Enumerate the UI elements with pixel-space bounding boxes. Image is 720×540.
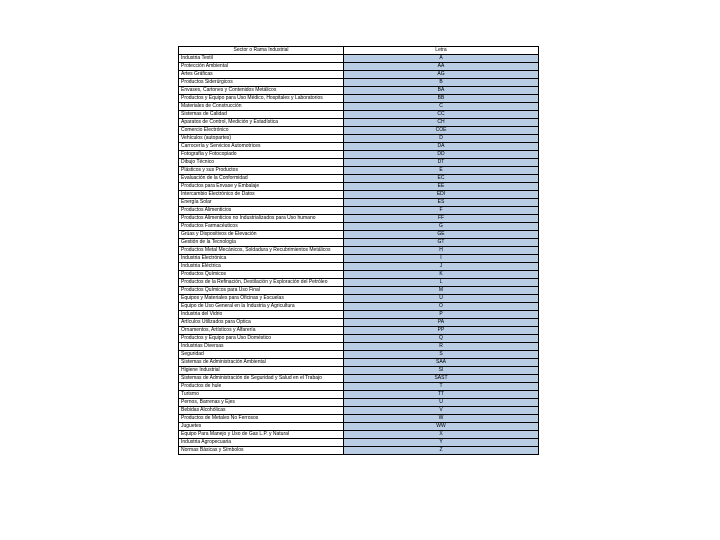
letter-cell: PA xyxy=(344,319,539,327)
table-row xyxy=(179,279,539,287)
table-row xyxy=(179,263,539,271)
table-row xyxy=(179,295,539,303)
header-sector: Sector o Rama Industrial xyxy=(179,47,344,55)
letter-cell: SAA xyxy=(344,359,539,367)
table-row xyxy=(179,79,539,87)
letter-cell: COE xyxy=(344,127,539,135)
table-row xyxy=(179,87,539,95)
table-row xyxy=(179,375,539,383)
table-row xyxy=(179,439,539,447)
table-row xyxy=(179,103,539,111)
table-row xyxy=(179,71,539,79)
letter-cell: U xyxy=(344,399,539,407)
sector-cell: Ornamentos, Artísticos y Alfarería xyxy=(179,327,344,335)
table-row xyxy=(179,247,539,255)
table-row xyxy=(179,303,539,311)
sector-cell: Productos Metal Mecánicos, Soldadura y Recubrimientos Metálicos xyxy=(179,247,344,255)
letter-cell: GT xyxy=(344,239,539,247)
sector-cell: Plásticos y sus Productos xyxy=(179,167,344,175)
table-row xyxy=(179,399,539,407)
sector-cell: Productos de hule xyxy=(179,383,344,391)
sector-cell: Productos de la Refinación, Destilación y Exploración del Petróleo xyxy=(179,279,344,287)
sector-cell: Normas Básicas y Símbolos xyxy=(179,447,344,455)
letter-cell: Y xyxy=(344,439,539,447)
sector-cell: Productos y Equipo para Uso Médico, Hospitales y Laboratorios xyxy=(179,95,344,103)
letter-cell: E xyxy=(344,167,539,175)
table-row xyxy=(179,367,539,375)
sector-cell: Fotografía y Fotocopiado xyxy=(179,151,344,159)
table-row xyxy=(179,127,539,135)
sector-cell: Sistemas de Administración Ambiental xyxy=(179,359,344,367)
letter-cell: CH xyxy=(344,119,539,127)
letter-cell: R xyxy=(344,343,539,351)
table-row xyxy=(179,383,539,391)
sector-cell: Sistemas de Calidad xyxy=(179,111,344,119)
sector-cell: Juguetes xyxy=(179,423,344,431)
letter-cell: L xyxy=(344,279,539,287)
table-row xyxy=(179,199,539,207)
table-row xyxy=(179,223,539,231)
table-row xyxy=(179,215,539,223)
letter-cell: G xyxy=(344,223,539,231)
table-row xyxy=(179,319,539,327)
table-row xyxy=(179,351,539,359)
sector-cell: Equipo Para Manejo y Uso de Gas L.P. y Natural xyxy=(179,431,344,439)
sector-cell: Comercio Electrónico xyxy=(179,127,344,135)
sector-cell: Equipo de Uso General en la Industria y Agricultura xyxy=(179,303,344,311)
letter-cell: M xyxy=(344,287,539,295)
table-row xyxy=(179,143,539,151)
table-row xyxy=(179,431,539,439)
letter-cell: V xyxy=(344,407,539,415)
table-row xyxy=(179,287,539,295)
letter-cell: ES xyxy=(344,199,539,207)
sector-cell: Evaluación de la Conformidad xyxy=(179,175,344,183)
sector-cell: Productos Farmacéuticos xyxy=(179,223,344,231)
letter-cell: U xyxy=(344,295,539,303)
letter-cell: DT xyxy=(344,159,539,167)
letter-cell: AG xyxy=(344,71,539,79)
sector-cell: Equipos y Materiales para Oficinas y Escuelas xyxy=(179,295,344,303)
letter-cell: SAST xyxy=(344,375,539,383)
letter-cell: J xyxy=(344,263,539,271)
sector-cell: Aparatos de Control, Medición y Estadística xyxy=(179,119,344,127)
letter-cell: K xyxy=(344,271,539,279)
sector-cell: Sistemas de Administración de Seguridad y Salud en el Trabajo xyxy=(179,375,344,383)
letter-cell: S xyxy=(344,351,539,359)
table-row xyxy=(179,159,539,167)
letter-cell: X xyxy=(344,431,539,439)
sector-cell: Intercambio Electrónico de Datos xyxy=(179,191,344,199)
sector-cell: Bebidas Alcohólicas xyxy=(179,407,344,415)
letter-cell: A xyxy=(344,55,539,63)
letter-cell: SI xyxy=(344,367,539,375)
table-row xyxy=(179,415,539,423)
letter-cell: WW xyxy=(344,423,539,431)
table-row xyxy=(179,343,539,351)
sector-cell: Seguridad xyxy=(179,351,344,359)
table-row xyxy=(179,135,539,143)
letter-cell: FF xyxy=(344,215,539,223)
letter-cell: BA xyxy=(344,87,539,95)
sector-cell: Pernos, Barrenas y Ejes xyxy=(179,399,344,407)
table-row xyxy=(179,183,539,191)
table-body xyxy=(179,55,539,455)
table-row xyxy=(179,191,539,199)
sector-letter-table xyxy=(178,46,539,455)
sector-cell: Higiene Industrial xyxy=(179,367,344,375)
letter-cell: D xyxy=(344,135,539,143)
table-row xyxy=(179,167,539,175)
sector-cell: Productos Alimenticios xyxy=(179,207,344,215)
letter-cell: I xyxy=(344,255,539,263)
sector-cell: Turismo xyxy=(179,391,344,399)
sector-cell: Productos Alimenticios no Industrializados para Uso humano xyxy=(179,215,344,223)
table-row xyxy=(179,327,539,335)
table-row xyxy=(179,119,539,127)
sector-cell: Productos de Metales No Ferrosos xyxy=(179,415,344,423)
letter-cell: P xyxy=(344,311,539,319)
sector-cell: Productos y Equipo para Uso Doméstico xyxy=(179,335,344,343)
table-row xyxy=(179,239,539,247)
sector-cell: Materiales de Construcción xyxy=(179,103,344,111)
letter-cell: Q xyxy=(344,335,539,343)
sector-cell: Carrocería y Servicios Automotrices xyxy=(179,143,344,151)
sector-cell: Industria Electrónica xyxy=(179,255,344,263)
sector-cell: Industria Textil xyxy=(179,55,344,63)
sector-cell: Energía Solar xyxy=(179,199,344,207)
table-row xyxy=(179,359,539,367)
letter-cell: T xyxy=(344,383,539,391)
table-header-row xyxy=(179,47,539,55)
table-row xyxy=(179,55,539,63)
sector-cell: Artículos Utilizados para Óptica xyxy=(179,319,344,327)
table-row xyxy=(179,231,539,239)
letter-cell: BB xyxy=(344,95,539,103)
sector-cell: Industria del Vidrio xyxy=(179,311,344,319)
letter-cell: AA xyxy=(344,63,539,71)
sector-cell: Industria Agropecuaria xyxy=(179,439,344,447)
table-row xyxy=(179,311,539,319)
letter-cell: O xyxy=(344,303,539,311)
table-row xyxy=(179,63,539,71)
header-letter: Letra xyxy=(344,47,539,55)
table-row xyxy=(179,175,539,183)
sector-cell: Artes Gráficas xyxy=(179,71,344,79)
sector-cell: Dibujo Técnico xyxy=(179,159,344,167)
table-row xyxy=(179,255,539,263)
table-row xyxy=(179,447,539,455)
table-row xyxy=(179,271,539,279)
sector-cell: Productos Químicos xyxy=(179,271,344,279)
letter-cell: CC xyxy=(344,111,539,119)
letter-cell: PP xyxy=(344,327,539,335)
letter-cell: EE xyxy=(344,183,539,191)
sector-cell: Productos Químicos para Uso Final xyxy=(179,287,344,295)
letter-cell: DA xyxy=(344,143,539,151)
table-row xyxy=(179,151,539,159)
letter-cell: W xyxy=(344,415,539,423)
sector-cell: Productos para Envase y Embalaje xyxy=(179,183,344,191)
letter-cell: DD xyxy=(344,151,539,159)
sector-cell: Industria Eléctrica xyxy=(179,263,344,271)
letter-cell: B xyxy=(344,79,539,87)
letter-cell: TT xyxy=(344,391,539,399)
letter-cell: Z xyxy=(344,447,539,455)
letter-cell: C xyxy=(344,103,539,111)
sector-cell: Vehículos (autopartes) xyxy=(179,135,344,143)
sector-cell: Productos Siderúrgicos xyxy=(179,79,344,87)
letter-cell: H xyxy=(344,247,539,255)
sector-cell: Grúas y Dispositivos de Elevación xyxy=(179,231,344,239)
sector-cell: Gestión de la Tecnología xyxy=(179,239,344,247)
table-row xyxy=(179,391,539,399)
letter-cell: EC xyxy=(344,175,539,183)
sector-cell: Envases, Cartones y Contenidos Metálicos xyxy=(179,87,344,95)
sector-cell: Industrias Diversas xyxy=(179,343,344,351)
table-row xyxy=(179,407,539,415)
table-row xyxy=(179,95,539,103)
table-row xyxy=(179,111,539,119)
sector-cell: Protección Ambiental xyxy=(179,63,344,71)
table-row xyxy=(179,335,539,343)
letter-cell: GE xyxy=(344,231,539,239)
table-row xyxy=(179,207,539,215)
letter-cell: EDI xyxy=(344,191,539,199)
letter-cell: F xyxy=(344,207,539,215)
table-row xyxy=(179,423,539,431)
